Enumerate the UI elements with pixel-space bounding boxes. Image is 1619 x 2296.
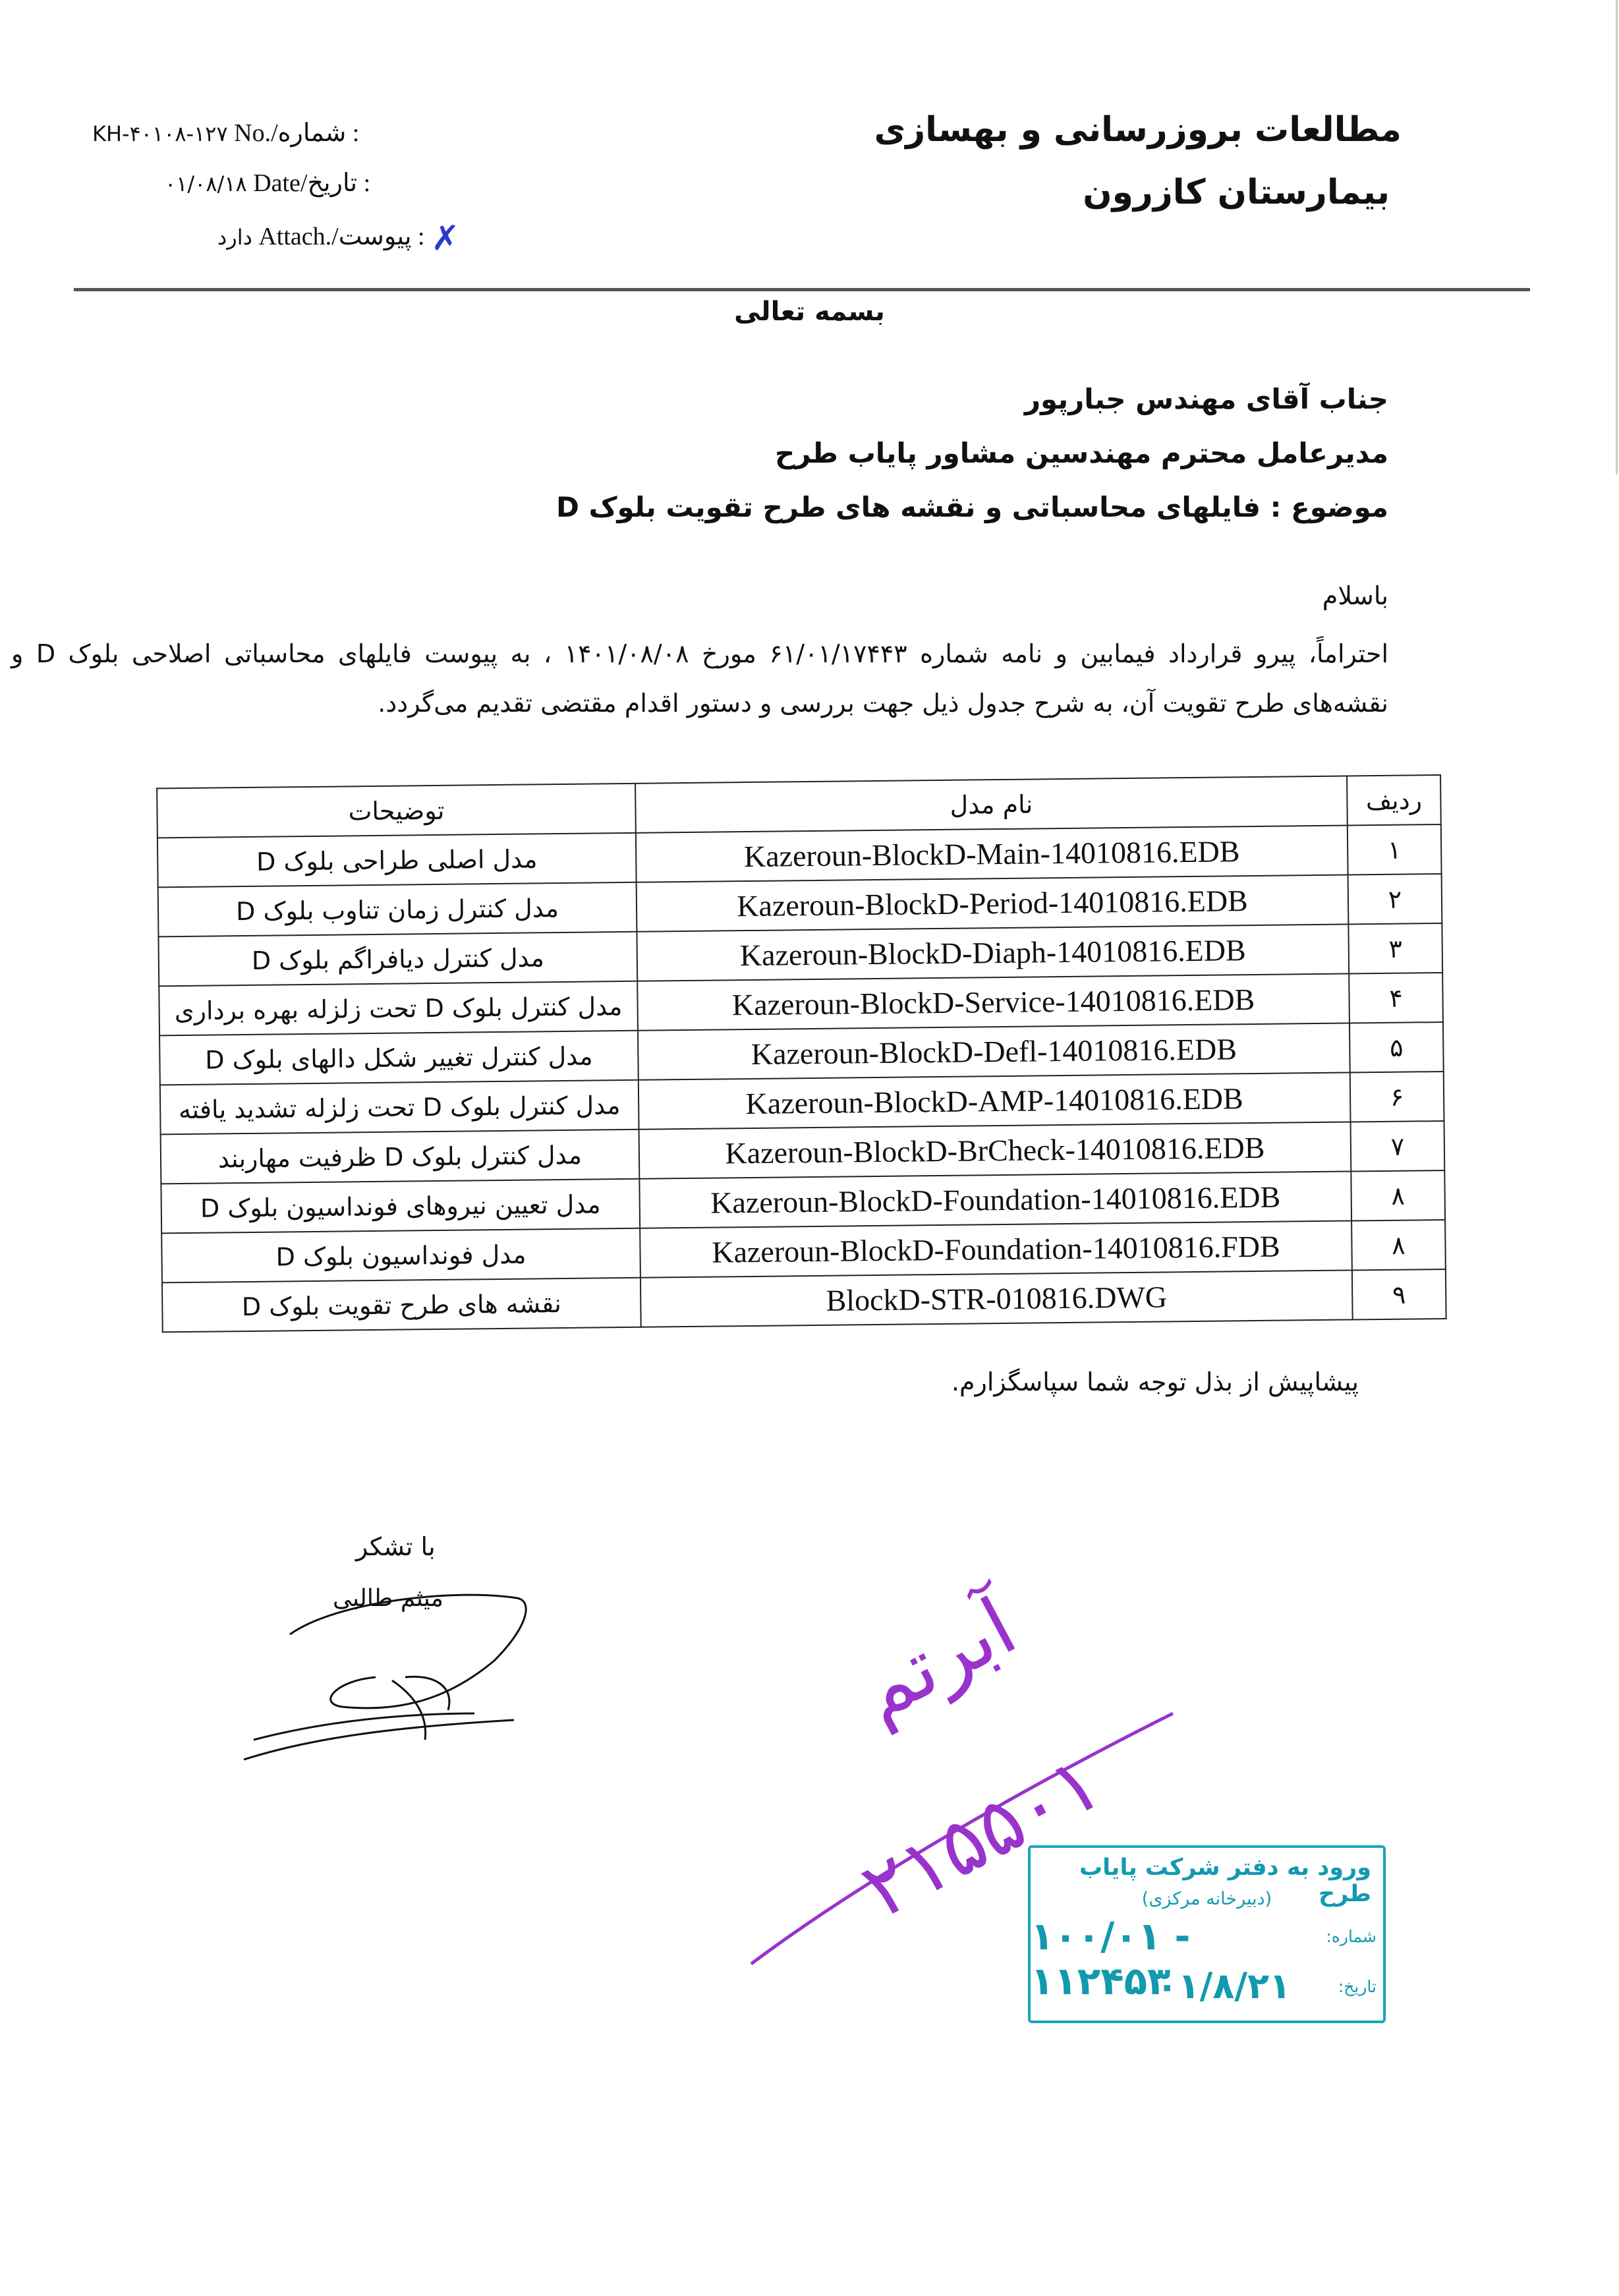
row-description: مدل اصلی طراحی بلوک D [157, 833, 637, 888]
row-description: مدل تعیین نیروهای فونداسیون بلوک D [161, 1179, 640, 1234]
recipient-title: مدیرعامل محترم مهندسین مشاور پایاب طرح [775, 437, 1388, 469]
model-name: Kazeroun-BlockD-Service-14010816.EDB [637, 973, 1349, 1030]
thanks-text: با تشکر [356, 1532, 436, 1561]
row-number: ۲ [1348, 874, 1442, 924]
row-number: ۷ [1351, 1121, 1445, 1171]
meta-attach [92, 209, 460, 262]
row-description: مدل کنترل تغییر شکل دالهای بلوک D [159, 1031, 639, 1085]
model-name: Kazeroun-BlockD-Diaph-14010816.EDB [637, 924, 1349, 981]
stamp-title: ورود به دفتر شرکت پایاب طرح [1079, 1854, 1371, 1907]
signer-name: میثم طالبی [333, 1585, 443, 1612]
model-name: Kazeroun-BlockD-Main-14010816.EDB [636, 825, 1348, 882]
row-number: ۱ [1348, 824, 1442, 875]
row-number: ۶ [1350, 1072, 1444, 1122]
date-value: ۰۱/۰۸/۱۸ [165, 171, 247, 196]
date-label: Date/تاریخ : [253, 169, 371, 197]
meta-date [92, 159, 460, 209]
number-value: KH-۴۰۱۰۸-۱۲۷ [92, 121, 228, 146]
stamp-number-value: ۱۰۰/۰۱ - ۱۱۲۴۵۳ [1031, 1914, 1191, 2003]
basmala: بسمه تعالی [734, 297, 885, 327]
org-line-2: بیمارستان کازرون [1083, 173, 1390, 212]
stamp-subtitle: (دبیرخانه مرکزی) [1141, 1889, 1272, 1909]
signature-scribble [237, 1562, 540, 1773]
letter-body: احتراماً، پیرو قرارداد فیمابین و نامه شماره ۶۱/۰۱/۱۷۴۴۳ مورخ ۱۴۰۱/۰۸/۰۸ ، به پیوست فایلهای محاسباتی اصلاحی بلوک D و نقشه‌های طرح تقویت آن، به شرح جدول ذیل جهت بررسی و دستور اقدام مقتضی تقدیم می‌گردد. [11, 639, 1389, 718]
row-number: ۸ [1351, 1170, 1445, 1220]
subject: موضوع : فایلهای محاسباتی و نقشه های طرح تقویت بلوک D [555, 491, 1388, 523]
row-description: نقشه های طرح تقویت بلوک D [162, 1278, 641, 1333]
stamp-date-label: تاریخ: [1338, 1977, 1377, 1996]
row-description: مدل کنترل بلوک D تحت زلزله تشدید یافته [160, 1080, 639, 1135]
handwritten-number: ۲۱۵۵۰۱ [847, 1736, 1116, 1937]
header-description: توضیحات [157, 784, 636, 838]
model-name: Kazeroun-BlockD-AMP-14010816.EDB [639, 1072, 1351, 1129]
row-description: مدل فونداسیون بلوک D [161, 1228, 640, 1283]
model-name: BlockD-STR-010816.DWG [640, 1270, 1353, 1327]
handwritten-note: آبرتم [844, 1580, 1031, 1738]
row-number: ۹ [1352, 1269, 1446, 1319]
row-number: ۳ [1348, 923, 1442, 973]
files-table [156, 774, 1447, 1333]
model-name: Kazeroun-BlockD-Foundation-14010816.EDB [639, 1171, 1351, 1228]
row-description: مدل کنترل زمان تناوب بلوک D [158, 882, 637, 937]
registration-stamp [1028, 1845, 1386, 2023]
header-model-name: نام مدل [635, 776, 1348, 832]
stamp-number-label: شماره: [1326, 1927, 1377, 1946]
header-row-number: ردیف [1347, 775, 1441, 825]
organization-header [874, 99, 1402, 224]
greeting: باسلام [1322, 581, 1388, 610]
row-description: مدل کنترل بلوک D ظرفیت مهاربند [161, 1130, 640, 1184]
row-number: ۴ [1349, 973, 1443, 1023]
recipient: جناب آقای مهندس جبارپور [1024, 383, 1388, 415]
model-name: Kazeroun-BlockD-Defl-14010816.EDB [638, 1023, 1350, 1079]
addressee-block [556, 372, 1388, 534]
row-number: ۸ [1351, 1220, 1446, 1270]
model-name: Kazeroun-BlockD-Period-14010816.EDB [637, 875, 1349, 931]
attach-label: Attach./پیوست : [258, 223, 425, 250]
model-name: Kazeroun-BlockD-Foundation-14010816.FDB [640, 1220, 1352, 1277]
header-divider [74, 288, 1530, 291]
model-name: Kazeroun-BlockD-BrCheck-14010816.EDB [639, 1122, 1351, 1178]
scan-edge-line [1616, 0, 1618, 474]
row-description: مدل کنترل دیافراگم بلوک D [158, 932, 637, 987]
letter-meta [92, 109, 460, 262]
org-line-1: مطالعات بروزرسانی و بهسازی [874, 110, 1402, 150]
attach-check-icon: ✗ [431, 219, 460, 258]
row-number: ۵ [1349, 1022, 1444, 1072]
closing-line: پیشاپیش از بذل توجه شما سپاسگزارم. [951, 1367, 1359, 1396]
number-label: No./شماره : [234, 119, 360, 147]
stamp-date-value: ۰۱/۸/۲۱ [1156, 1965, 1291, 2007]
attach-value: دارد [217, 225, 252, 250]
meta-number [92, 109, 460, 159]
row-description: مدل کنترل بلوک D تحت زلزله بهره برداری [159, 981, 638, 1036]
